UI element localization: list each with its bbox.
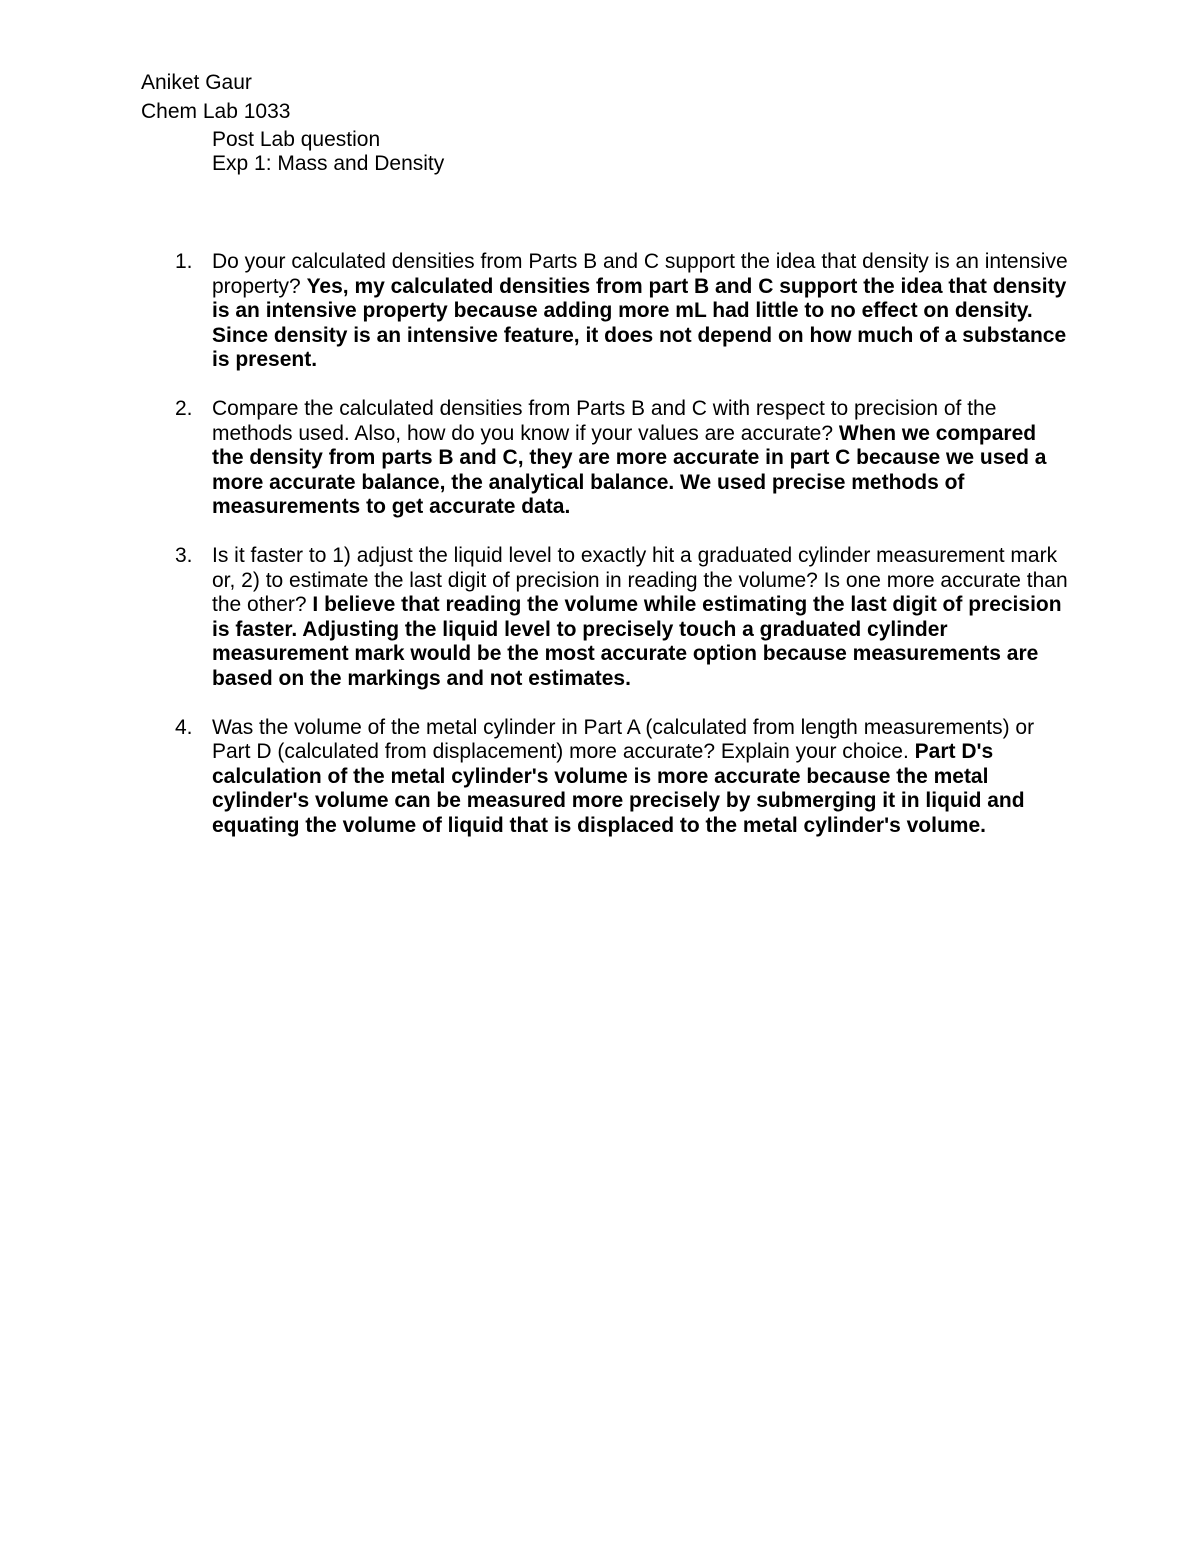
question-item-3 <box>0 544 1072 691</box>
question-number: 1. <box>175 250 193 273</box>
question-text: Do your calculated densities from Parts B and C support the idea that density is an intensive property? <box>212 250 1068 298</box>
course-name: Chem Lab 1033 <box>141 100 291 123</box>
question-item-1 <box>0 250 1072 373</box>
answer-text: Yes, my calculated densities from part B and C support the idea that density is an intensive property because adding more mL had little to no effect on density. Since density is an intensive feature, it does not depend on how much of a substance is present. <box>212 274 1067 371</box>
question-item-2 <box>0 397 1072 520</box>
question-number: 4. <box>175 715 193 739</box>
question-item-4 <box>0 716 1072 839</box>
question-list <box>0 250 1200 863</box>
answer-text: When we compared the density from parts B and C, they are more accurate in part C because we used a more accurate balance, the analytical balance. We used precise methods of measurements to get accurate data. <box>212 421 1047 518</box>
question-text: Compare the calculated densities from Parts B and C with respect to precision of the methods used. Also, how do you know if your values are accurate? <box>212 397 997 445</box>
answer-text: I believe that reading the volume while estimating the last digit of precision is faster. Adjusting the liquid level to precisely touch a graduated cylinder measurement mark would be the most accurate option because measurements are based on the markings and not estimates. <box>212 593 1062 690</box>
question-number: 3. <box>175 544 193 567</box>
question-text: Was the volume of the metal cylinder in Part A (calculated from length measurements) or Part D (calculated from displacement) more accurate? Explain your choice. <box>212 715 1035 763</box>
question-text: Is it faster to 1) adjust the liquid level to exactly hit a graduated cylinder measurement mark or, 2) to estimate the last digit of precision in reading the volume? Is one more accurate than the other? <box>212 544 1068 616</box>
document-subtitle: Post Lab question <box>212 128 381 151</box>
answer-text: Part D's calculation of the metal cylinder's volume is more accurate because the metal cylinder's volume can be measured more precisely by submerging it in liquid and equating the volume of liquid that is displaced to the metal cylinder's volume. <box>212 740 1025 837</box>
experiment-title: Exp 1: Mass and Density <box>212 152 445 175</box>
author-name: Aniket Gaur <box>141 71 252 94</box>
question-number: 2. <box>175 397 193 420</box>
